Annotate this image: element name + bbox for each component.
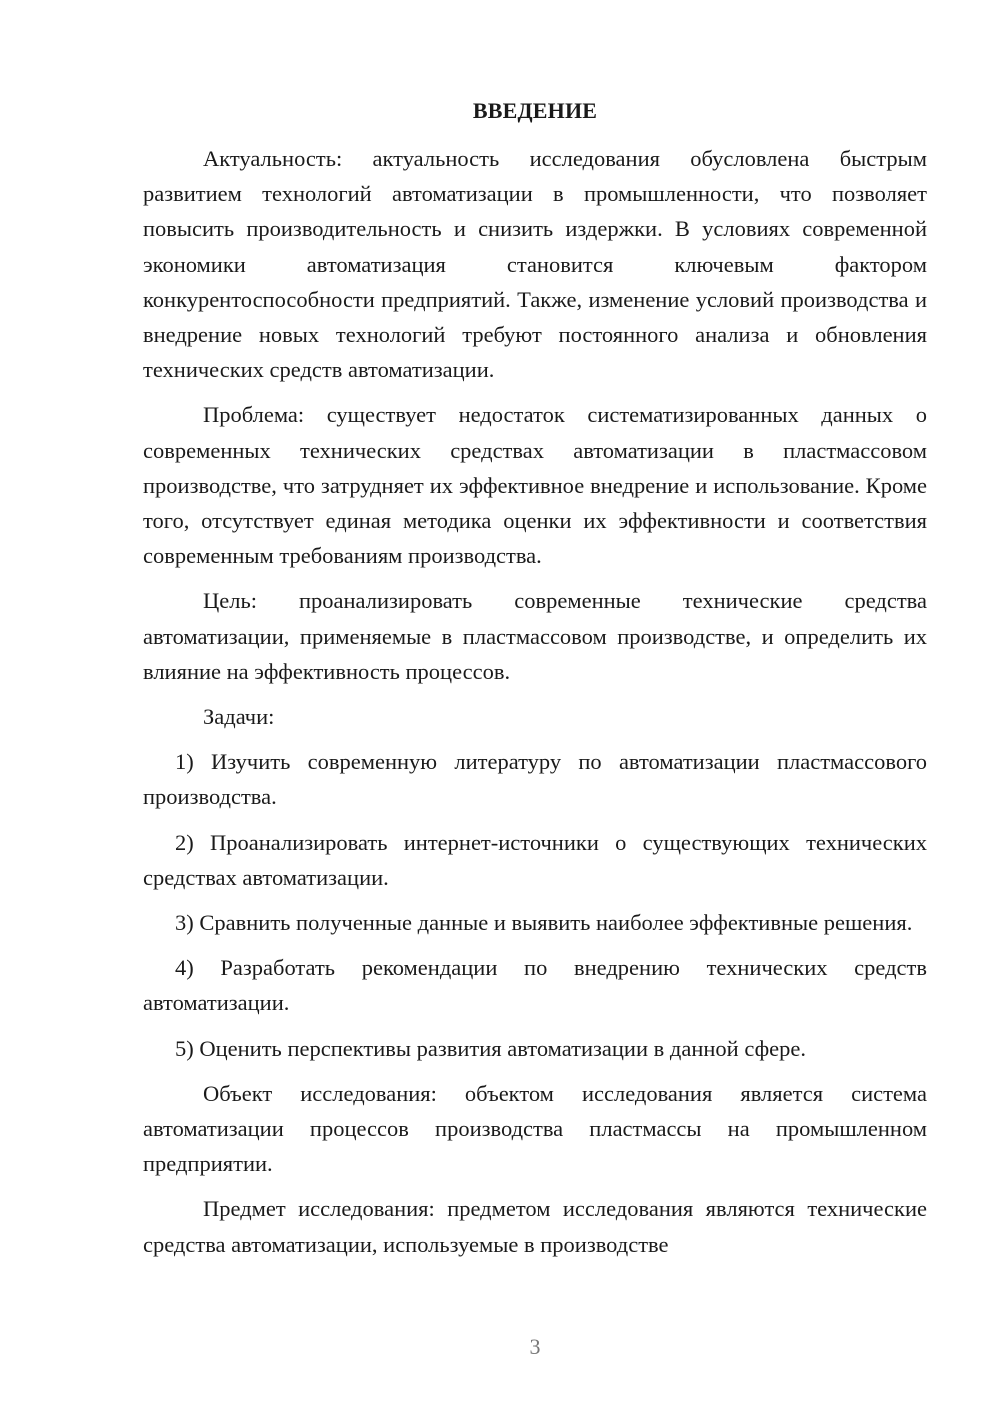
document-body	[143, 141, 927, 1272]
problem-paragraph: Проблема: существует недостаток систематизированных данных о современных технических средствах автоматизации в пластмассовом производстве, что затрудняет их эффективное внедрение и использование. Кроме того, отсутствует единая методика оценки их эффективности и соответствия современным требованиям производства.	[143, 402, 927, 569]
goal-paragraph: Цель: проанализировать современные технические средства автоматизации, применяемые в пластмассовом производстве, и определить их влияние на эффективность процессов.	[143, 588, 927, 684]
document-page	[143, 0, 927, 1414]
task-item-2: 2) Проанализировать интернет-источники о существующих технических средствах автоматизации.	[143, 829, 927, 890]
task-item-1: 1) Изучить современную литературу по автоматизации пластмассового производства.	[143, 749, 927, 810]
task-item-5: 5) Оценить перспективы развития автоматизации в данной сфере.	[175, 1035, 807, 1061]
task-item-3: 3) Сравнить полученные данные и выявить наиболее эффективные решения.	[175, 910, 913, 936]
section-title: ВВЕДЕНИЕ	[472, 98, 598, 123]
tasks-heading: Задачи:	[203, 704, 275, 730]
relevance-paragraph: Актуальность: актуальность исследования обусловлена быстрым развитием технологий автоматизации в промышленности, что позволяет повысить производительность и снизить издержки. В условиях современной экономики автоматизация становится ключевым фактором конкурентоспособности предприятий. Также, изменение условий производства и внедрение новых технологий требуют постоянного анализа и обновления технических средств автоматизации.	[143, 146, 927, 383]
task-item-4: 4) Разработать рекомендации по внедрению технических средств автоматизации.	[143, 955, 927, 1016]
subject-paragraph: Предмет исследования: предметом исследования являются технические средства автоматизации, используемые в производстве	[143, 1196, 927, 1257]
object-paragraph: Объект исследования: объектом исследования является система автоматизации процессов производства пластмассы на промышленном предприятии.	[143, 1080, 927, 1177]
page-number: 3	[529, 1334, 541, 1359]
